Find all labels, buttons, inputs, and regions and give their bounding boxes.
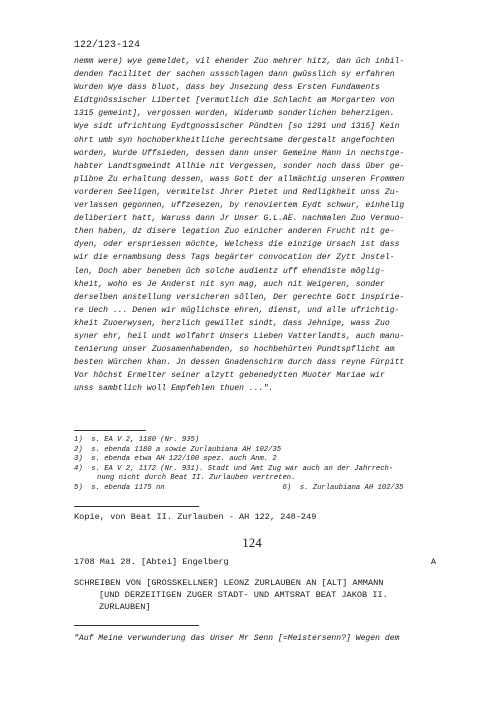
footnotes [74, 436, 454, 494]
body-line: kheit, woho es Je Anderst nit syn mag, auch nit Weigeren, sonder [74, 279, 385, 289]
document-title [74, 578, 454, 613]
body-line: kheit Zuoerwysen, herzlich gewillet sindt, dass Jehnige, wass Zuo [74, 318, 390, 328]
footnote-1: 1) s. EA V 2, 1180 (Nr. 935) [74, 436, 200, 444]
body-line: verlassen gegonnen, uffzesezen, by renoviertem Eydt schwur, einhelig [74, 201, 405, 211]
body-line: Wurden Wye dass bluot, dass bey Jnsezung dess Ersten Fundaments [74, 83, 380, 93]
body-line: tenierung unser Zuosamenhabenden, so hochbehûrten Pundtspflicht am [74, 345, 395, 355]
source-line: Kopie, von Beat II. Zurlauben - AH 122, 248-249 [74, 512, 317, 522]
footnote-6: 6) s. Zurlaubiana AH 102/35 [282, 483, 404, 492]
body-line: Eidtgnôssischer Libertet [vermutlich die Schlacht am Morgarten von [74, 96, 395, 106]
date-place-line [74, 557, 436, 567]
title-line-2: [UND DERZEITIGEN ZUGER STADT- UND AMTSRAT BEAT JAKOB II. [99, 589, 388, 600]
body-line: Wye sidt ufrichtung Eydtgnossischer Pûndten [so 1291 und 1315] Kein [74, 122, 400, 132]
footnote-4: 4) s. EA V 2, 1172 (Nr. 931). Stadt und Amt Zug war auch an der Jahrrech- [74, 464, 394, 473]
body-line: nemm were) wye gemeldet, vil ehender Zuo mehrer hitz, dan ûch inbil- [74, 57, 405, 66]
date-place: 1708 Mai 28. [Abtei] Engelberg [74, 557, 229, 567]
section-divider [74, 506, 199, 507]
footnotes-5-6 [74, 484, 454, 494]
footnote-3: 3) s. ebenda etwa AH 122/100 spez. auch Anm. 2 [74, 455, 277, 464]
page-reference: 122/123-124 [74, 40, 141, 51]
body-line: habter Landtsgmeindt Allhie nit Vergessen, sonder noch dass ûber ge- [74, 161, 405, 171]
body-line: Vor hôchst Ermelter seiner alzytt gebenedytten Muoter Mariae wir [74, 371, 385, 381]
body-line: len, Doch aber beneben ûch solche audientz uff ehendiste môglig- [74, 266, 385, 276]
title-line-1: SCHREIBEN VON [GROSSKELLNER] LEONZ ZURLAUBEN AN [ALT] AMMANN [74, 578, 384, 588]
body-line: then haben, dz disere legation Zuo einicher anderen Frucht nit ge- [74, 227, 395, 237]
body-line: wir die ernambsung dess Tags begärter convocation der Zytt Jnstel- [74, 253, 395, 263]
body-line: deliberiert hatt, Waruss dann Jr Unser G.L.AE. nachmalen Zuo Vermuo- [74, 214, 405, 224]
body-line: ohrt umb syn hochoberkheitliche gerechtsame dergestalt angefochten [74, 135, 395, 145]
letter-body-text [74, 55, 454, 395]
letter-opening-quote: "Auf Meine verwunderung das Unser Mr Senn [=Meistersenn?] Wegen dem [74, 634, 400, 643]
body-line: derselben anstellung versicheren sôllen, Der gerechte Gott inspirie- [74, 292, 405, 302]
body-line: besten Wûrchen khan. Jn dessen Gnadenschirm durch dass reyne Fûrpitt [74, 358, 405, 368]
body-line: dyen, oder erspriessen möchte, Welchess die einzige Ursach ist dass [74, 240, 400, 250]
document-number: 124 [242, 535, 262, 550]
body-line: 1315 gemeint], vergossen worden, Widerumb sonderlichen beherzigen. [74, 109, 395, 119]
body-line: plibne Zu erhaltung dessen, wass Gott der allmächtig unseren Frommen [74, 174, 405, 184]
document-marker: A [430, 557, 436, 567]
title-line-3: ZURLAUBEN] [99, 601, 151, 612]
body-line: syner ehr, heil undt wolfahrt Unsers Lieben Vatterlandts, auch manu- [74, 331, 405, 341]
footnote-divider [74, 430, 146, 431]
footnote-4-continued: nung nicht durch Beat II. Zurlauben vertreten. [97, 474, 296, 483]
footnote-5: 5) s. ebenda 1175 nn [74, 483, 165, 492]
body-line: re Uech ... Denen wir mûglichste ehren, dienst, und alle ufrichtig- [74, 305, 400, 315]
body-line: unss sambtlich woll Empfehlen thuen ...". [74, 384, 274, 394]
title-divider [74, 625, 199, 626]
footnote-2: 2) s. ebenda 1180 a sowie Zurlaubiana AH 102/35 [74, 445, 282, 454]
body-line: denden facilitet der sachen ussschlagen dann gwûsslich sy erfahren [74, 70, 395, 80]
body-line: vorderen Seeligen, vermitelst Jhrer Pietet und Redligkheit unss Zu- [74, 187, 400, 197]
body-line: worden, Wurde Uffsieden, dessen dann unser Gemeine Mann in nechstge- [74, 148, 405, 158]
